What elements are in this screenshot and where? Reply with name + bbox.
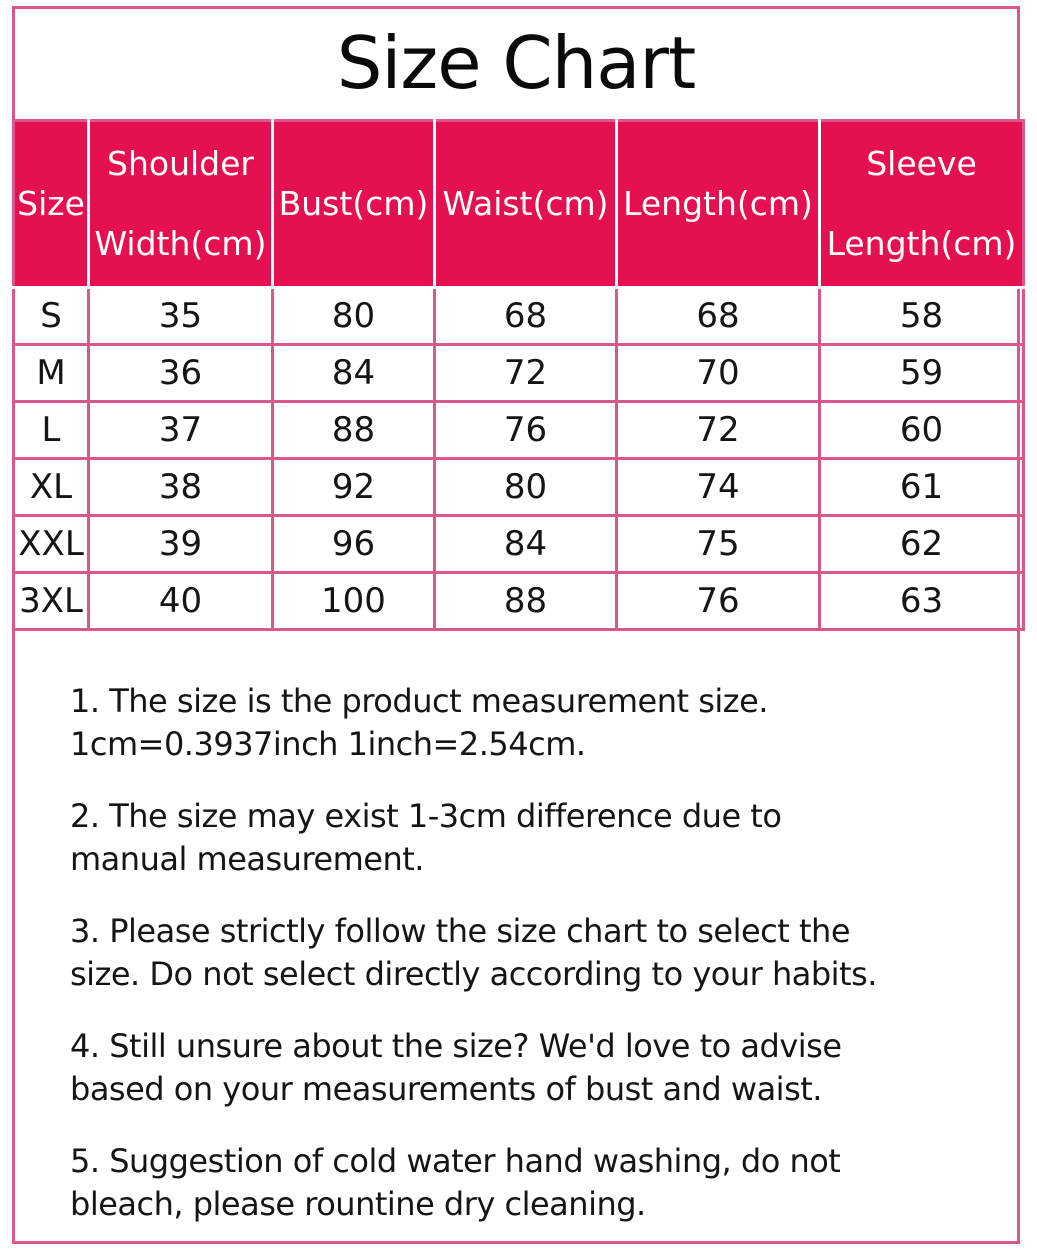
cell-bust: 100 [273,573,435,630]
note-item: 1. The size is the product measurement size. 1cm=0.3937inch 1inch=2.54cm. [70,682,768,763]
cell-size: XL [14,459,89,516]
cell-shoulder-width: 37 [89,402,273,459]
cell-shoulder-width: 38 [89,459,273,516]
header-size: Size [14,121,89,288]
cell-bust: 80 [273,288,435,345]
note-item: 2. The size may exist 1-3cm difference due to manual measurement. [70,797,782,878]
cell-length: 72 [617,402,820,459]
cell-sleeve-length: 62 [820,516,1024,573]
cell-sleeve-length: 63 [820,573,1024,630]
cell-length: 75 [617,516,820,573]
header-bust: Bust(cm) [273,121,435,288]
table-header-row [14,121,1024,288]
cell-waist: 72 [435,345,617,402]
table-row [14,345,1024,402]
cell-bust: 88 [273,402,435,459]
cell-bust: 92 [273,459,435,516]
table-row [14,573,1024,630]
cell-sleeve-length: 60 [820,402,1024,459]
table-row [14,459,1024,516]
note-item: 4. Still unsure about the size? We'd love to advise based on your measurements of bust and waist. [70,1027,842,1108]
page-title: Size Chart [336,21,696,105]
cell-shoulder-width: 40 [89,573,273,630]
table-row [14,288,1024,345]
cell-bust: 84 [273,345,435,402]
cell-shoulder-width: 39 [89,516,273,573]
cell-length: 68 [617,288,820,345]
header-sleeve-length: Sleeve Length(cm) [820,121,1024,288]
cell-bust: 96 [273,516,435,573]
cell-size: XXL [14,516,89,573]
cell-waist: 68 [435,288,617,345]
cell-waist: 84 [435,516,617,573]
note-item: 3. Please strictly follow the size chart to select the size. Do not select directly according to your habits. [70,912,877,993]
cell-waist: 88 [435,573,617,630]
header-waist: Waist(cm) [435,121,617,288]
cell-size: S [14,288,89,345]
cell-size: 3XL [14,573,89,630]
cell-waist: 76 [435,402,617,459]
header-length: Length(cm) [617,121,820,288]
cell-size: M [14,345,89,402]
size-table [12,119,1025,631]
notes-section [70,680,1000,1255]
table-row [14,402,1024,459]
cell-shoulder-width: 36 [89,345,273,402]
cell-shoulder-width: 35 [89,288,273,345]
note-item: 5. Suggestion of cold water hand washing, do not bleach, please rountine dry cleaning. [70,1142,841,1223]
cell-size: L [14,402,89,459]
cell-waist: 80 [435,459,617,516]
cell-length: 70 [617,345,820,402]
cell-sleeve-length: 58 [820,288,1024,345]
header-shoulder-width: Shoulder Width(cm) [89,121,273,288]
table-row [14,516,1024,573]
cell-sleeve-length: 59 [820,345,1024,402]
cell-length: 76 [617,573,820,630]
cell-sleeve-length: 61 [820,459,1024,516]
cell-length: 74 [617,459,820,516]
